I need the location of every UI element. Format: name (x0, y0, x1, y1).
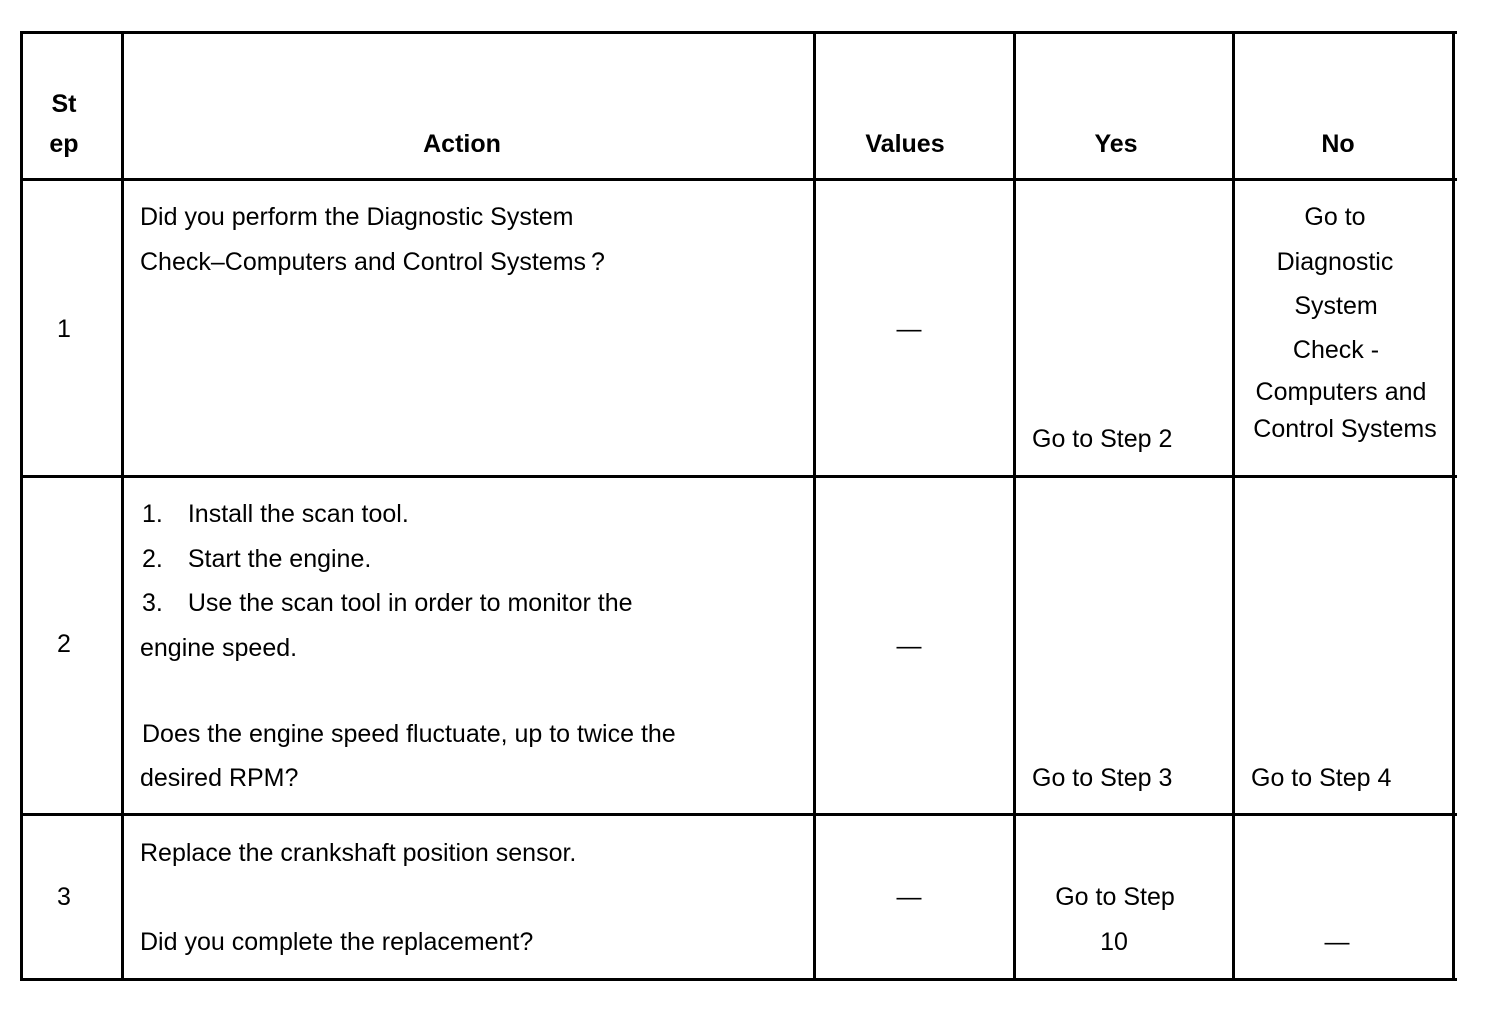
row2-action-line-4: engine speed. (140, 634, 298, 662)
row3-values: — (896, 883, 922, 911)
row2-action-line-6: desired RPM? (140, 764, 299, 792)
row3-yes-line-2: 10 (1100, 928, 1128, 956)
table-border-right (1452, 31, 1455, 981)
row3-action-line-1: Replace the crankshaft position sensor. (140, 839, 577, 867)
col-divider-step (121, 31, 124, 981)
col-divider-values (1013, 31, 1016, 981)
row1-step: 1 (57, 315, 71, 343)
row1-action-line-2: Check–Computers and Control Systems ? (140, 248, 605, 276)
header-divider (20, 178, 1457, 181)
row2-step: 2 (57, 630, 71, 658)
row3-action-line-2: Did you complete the replacement? (140, 928, 534, 956)
row2-action-line-2: 2. Start the engine. (142, 545, 372, 573)
row2-action-line-3: 3. Use the scan tool in order to monitor the (142, 589, 633, 617)
row1-no-line-6: Control Systems (1253, 415, 1437, 443)
diagnostic-table (20, 31, 1454, 979)
row1-no-line-5: Computers and (1255, 378, 1427, 406)
row2-action-line-1: 1. Install the scan tool. (142, 500, 409, 528)
row1-yes: Go to Step 2 (1032, 425, 1173, 453)
row2-yes: Go to Step 3 (1032, 764, 1173, 792)
row1-no-line-3: System (1294, 292, 1378, 320)
table-border-left (20, 31, 23, 981)
row1-no-line-2: Diagnostic (1276, 248, 1394, 276)
col-divider-action (813, 31, 816, 981)
row3-step: 3 (57, 883, 71, 911)
header-step-line-2: ep (49, 130, 79, 158)
row1-no-line-1: Go to (1304, 203, 1366, 231)
header-action: Action (423, 130, 501, 158)
table-border-top (20, 31, 1457, 34)
row2-no: Go to Step 4 (1251, 764, 1392, 792)
row1-values: — (896, 315, 922, 343)
row1-action-line-1: Did you perform the Diagnostic System (140, 203, 574, 231)
row3-yes-line-1: Go to Step (1055, 883, 1175, 911)
col-divider-yes (1232, 31, 1235, 981)
row-divider-1 (20, 475, 1457, 478)
header-values: Values (865, 130, 945, 158)
row2-values: — (896, 632, 922, 660)
row-divider-2 (20, 813, 1457, 816)
header-no: No (1321, 130, 1355, 158)
row1-no-line-4: Check - (1292, 336, 1380, 364)
table-border-bottom (20, 978, 1457, 981)
header-yes: Yes (1094, 130, 1138, 158)
row2-action-line-5: Does the engine speed fluctuate, up to twice the (142, 720, 676, 748)
header-step-line-1: St (51, 90, 77, 118)
row3-no: — (1324, 928, 1350, 956)
